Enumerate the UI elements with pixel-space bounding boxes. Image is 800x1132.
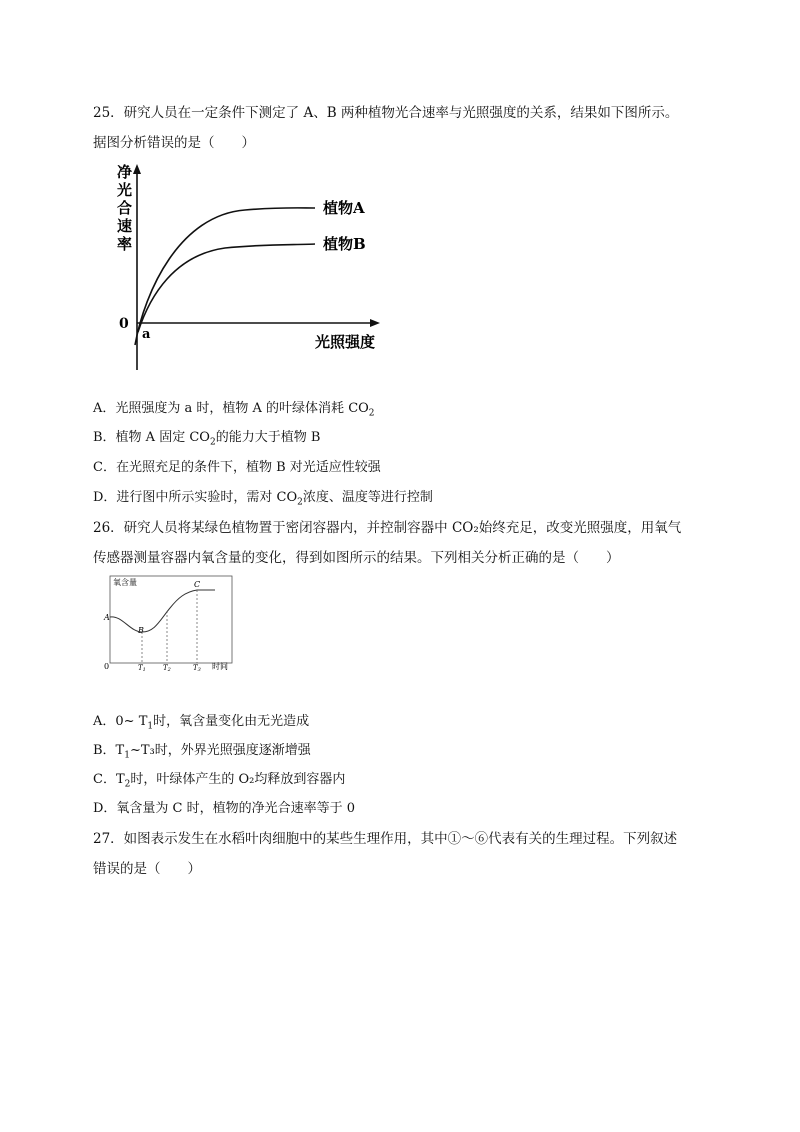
option-text: A．光照强度为 a 时，植物 A 的叶绿体消耗 CO — [93, 401, 369, 416]
q26-x-label: 时间 — [212, 662, 228, 671]
option-text: C．T — [93, 772, 125, 787]
option-text: B．T — [93, 743, 125, 758]
q25-y-arrow — [133, 164, 141, 174]
q26-option-c — [93, 768, 345, 790]
option-subscript: 2 — [368, 408, 375, 419]
q25-y-label-char: 合 — [117, 199, 133, 217]
option-text: 时，叶绿体产生的 O₂均释放到容器内 — [130, 772, 346, 787]
q26-tick-t1: T1 — [138, 664, 146, 673]
q25-y-label-char: 光 — [117, 181, 133, 199]
option-text: 的能力大于植物 B — [215, 430, 321, 445]
q26-point-a-label: A — [104, 613, 110, 622]
q25-x-label: 光照强度 — [315, 333, 376, 351]
option-text: 浓度、温度等进行控制 — [302, 490, 433, 505]
q25-curve-a-label: 植物A — [323, 199, 365, 217]
option-text: ~ T — [123, 714, 148, 729]
option-text: D．进行图中所示实验时，需对 CO — [93, 490, 298, 505]
q26-y-label: 氧含量 — [113, 578, 137, 587]
option-subscript: 2 — [297, 497, 303, 508]
q26-tick-t3: T3 — [193, 664, 201, 673]
q26-point-c-label: C — [194, 580, 201, 589]
q25-y-label-char: 速 — [117, 217, 133, 235]
q25-option-c: C．在光照充足的条件下，植物 B 对光适应性较强 — [93, 460, 381, 475]
option-text: B．植物 A 固定 CO — [93, 430, 210, 445]
q25-y-label-char: 率 — [117, 235, 133, 253]
option-text: ~T₃时，外界光照强度逐渐增强 — [129, 743, 311, 758]
option-subscript: 2 — [209, 437, 216, 448]
option-subscript: 1 — [124, 750, 130, 761]
q25-option-a — [93, 397, 375, 419]
q25-origin-label: 0 — [119, 316, 129, 332]
q26-tick-t2: T2 — [163, 664, 171, 673]
option-text: A．0 — [93, 714, 124, 729]
q25-y-label-char: 净 — [117, 163, 133, 181]
q25-curve-plant-b — [138, 244, 315, 332]
q26-option-d: D．氧含量为 C 时，植物的净光合速率等于 0 — [93, 801, 356, 816]
option-text: 时，氧含量变化由无光造成 — [153, 714, 310, 729]
q26-option-a — [93, 710, 309, 732]
q25-point-a-label: a — [142, 327, 151, 342]
q26-figure — [100, 570, 240, 675]
q26-stem-line2: 传感器测量容器内氧含量的变化，得到如图所示的结果。下列相关分析正确的是（ ） — [93, 550, 620, 566]
q25-stem-line1: 25．研究人员在一定条件下测定了 A、B 两种植物光合速率与光照强度的关系，结果如下图所示。 — [93, 105, 679, 121]
q25-option-d — [93, 486, 433, 508]
q26-origin-label: 0 — [104, 662, 110, 671]
q26-point-b-label: B — [138, 626, 144, 635]
q26-option-b — [93, 739, 311, 761]
q25-curve-plant-a — [135, 208, 315, 345]
q25-option-b — [93, 426, 320, 448]
q25-figure — [105, 160, 390, 380]
q27-stem-line2: 错误的是（ ） — [93, 861, 201, 877]
q26-curve — [110, 590, 215, 632]
q26-stem-line1: 26．研究人员将某绿色植物置于密闭容器内，并控制容器中 CO₂始终充足，改变光照强度，用氧气 — [93, 520, 682, 536]
option-subscript: 2 — [124, 779, 131, 790]
option-subscript: 1 — [147, 721, 154, 732]
q25-x-arrow — [370, 319, 380, 327]
q26-frame — [110, 576, 232, 663]
q27-stem-line1: 27．如图表示发生在水稻叶肉细胞中的某些生理作用，其中①～⑥代表有关的生理过程。下列叙述 — [93, 831, 678, 847]
q25-curve-b-label: 植物B — [323, 235, 366, 253]
q25-stem-line2: 据图分析错误的是（ ） — [93, 135, 255, 151]
